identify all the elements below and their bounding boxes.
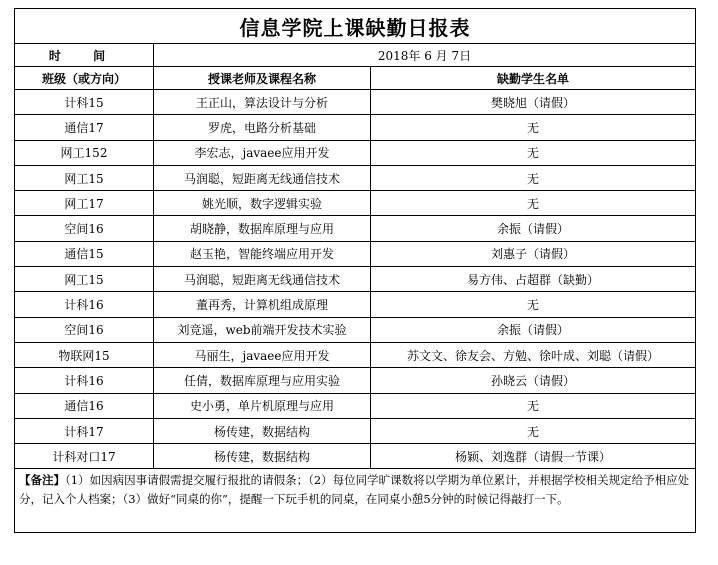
table-row (15, 115, 696, 140)
teacher-course-cell: 马润聪，短距离无线通信技术 (154, 267, 371, 292)
teacher-course-cell: 刘竞遥，web前端开发技术实验 (154, 317, 371, 342)
remark-row (15, 469, 696, 533)
class-cell: 通信15 (15, 241, 154, 266)
absent-students-cell: 无 (371, 115, 696, 140)
absent-students-cell: 樊晓旭（请假） (371, 90, 696, 115)
absent-students-cell: 余振（请假） (371, 317, 696, 342)
class-cell: 物联网15 (15, 342, 154, 367)
report-title: 信息学院上课缺勤日报表 (15, 9, 696, 44)
absent-students-cell: 无 (371, 418, 696, 443)
attendance-table (14, 8, 696, 533)
time-row (15, 44, 696, 67)
class-cell: 计科对口17 (15, 444, 154, 469)
teacher-course-cell: 马丽生，javaee应用开发 (154, 342, 371, 367)
teacher-course-cell: 杨传建，数据结构 (154, 444, 371, 469)
table-row (15, 317, 696, 342)
absent-students-cell: 余振（请假） (371, 216, 696, 241)
teacher-course-cell: 赵玉艳，智能终端应用开发 (154, 241, 371, 266)
header-row (15, 67, 696, 90)
table-row (15, 444, 696, 469)
table-row (15, 393, 696, 418)
teacher-course-cell: 杨传建，数据结构 (154, 418, 371, 443)
table-row (15, 165, 696, 190)
teacher-course-cell: 王正山，算法设计与分析 (154, 90, 371, 115)
teacher-course-cell: 胡晓静，数据库原理与应用 (154, 216, 371, 241)
table-row (15, 368, 696, 393)
absent-students-cell: 杨颖、刘逸群（请假一节课） (371, 444, 696, 469)
teacher-course-cell: 史小勇，单片机原理与应用 (154, 393, 371, 418)
absent-students-cell: 无 (371, 393, 696, 418)
attendance-report-sheet (14, 8, 695, 533)
header-teacher-course: 授课老师及课程名称 (154, 67, 371, 90)
absent-students-cell: 无 (371, 191, 696, 216)
absent-students-cell: 无 (371, 140, 696, 165)
table-row (15, 90, 696, 115)
absent-students-cell: 易方伟、占超群（缺勤） (371, 267, 696, 292)
class-cell: 计科15 (15, 90, 154, 115)
class-cell: 网工15 (15, 267, 154, 292)
remark-text: （1）如因病因事请假需提交履行报批的请假条；（2）每位同学旷课数将以学期为单位累计，并根据学校相关规定给予相应处分，记入个人档案；（3）做好“同桌的你”，提醒一下玩手机的同桌，在同桌小憩5分钟的时候记得敲打一下。 (19, 473, 690, 507)
class-cell: 网工152 (15, 140, 154, 165)
table-row (15, 267, 696, 292)
remark-heading: 【备注】 (19, 473, 65, 488)
class-cell: 计科16 (15, 292, 154, 317)
class-cell: 通信16 (15, 393, 154, 418)
table-row (15, 241, 696, 266)
class-cell: 通信17 (15, 115, 154, 140)
class-cell: 空间16 (15, 216, 154, 241)
table-row (15, 342, 696, 367)
teacher-course-cell: 姚光顺，数字逻辑实验 (154, 191, 371, 216)
absent-students-cell: 苏文文、徐友会、方勉、徐叶成、刘聪（请假） (371, 342, 696, 367)
table-row (15, 418, 696, 443)
time-label: 时 间 (15, 44, 154, 67)
header-class: 班级（或方向） (15, 67, 154, 90)
class-cell: 空间16 (15, 317, 154, 342)
remark-cell (15, 469, 696, 533)
table-row (15, 216, 696, 241)
absent-students-cell: 无 (371, 165, 696, 190)
class-cell: 网工15 (15, 165, 154, 190)
teacher-course-cell: 马润聪，短距离无线通信技术 (154, 165, 371, 190)
header-absent-students: 缺勤学生名单 (371, 67, 696, 90)
table-row (15, 191, 696, 216)
report-date: 2018年 6 月 7日 (154, 44, 696, 67)
teacher-course-cell: 李宏志，javaee应用开发 (154, 140, 371, 165)
class-cell: 计科16 (15, 368, 154, 393)
absent-students-cell: 刘惠子（请假） (371, 241, 696, 266)
class-cell: 计科17 (15, 418, 154, 443)
title-row (15, 9, 696, 44)
teacher-course-cell: 罗虎，电路分析基础 (154, 115, 371, 140)
absent-students-cell: 孙晓云（请假） (371, 368, 696, 393)
class-cell: 网工17 (15, 191, 154, 216)
table-row (15, 140, 696, 165)
teacher-course-cell: 任倩，数据库原理与应用实验 (154, 368, 371, 393)
absent-students-cell: 无 (371, 292, 696, 317)
table-row (15, 292, 696, 317)
teacher-course-cell: 董再秀，计算机组成原理 (154, 292, 371, 317)
